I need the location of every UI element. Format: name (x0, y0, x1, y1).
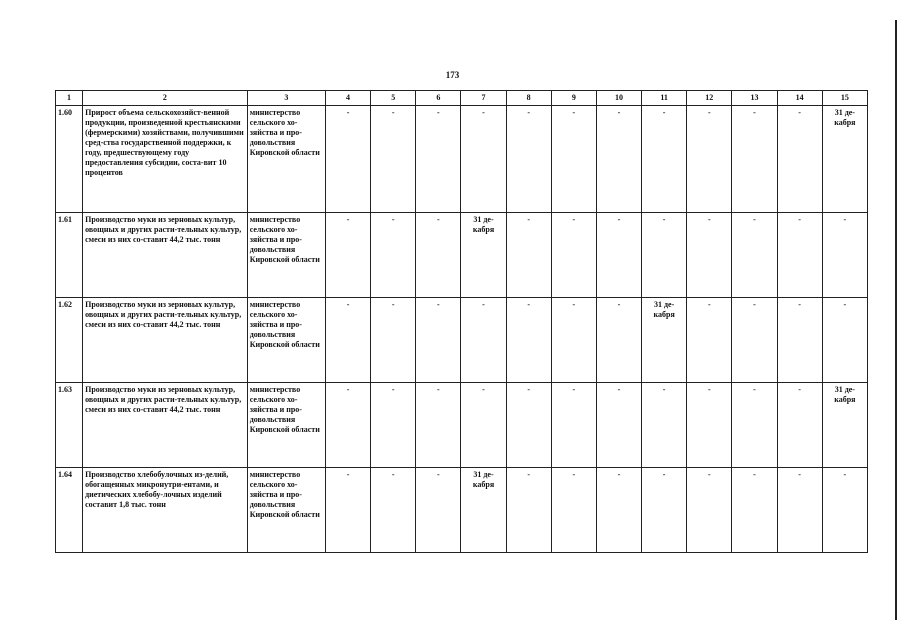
column-header: 9 (551, 91, 596, 106)
table-cell: - (506, 468, 551, 553)
table-cell: - (371, 213, 416, 298)
table-cell: - (822, 298, 867, 383)
table-cell: - (687, 298, 732, 383)
table-cell: - (687, 383, 732, 468)
table-cell: - (596, 298, 641, 383)
table-cell: - (416, 383, 461, 468)
table-cell: - (325, 298, 370, 383)
column-header: 7 (461, 91, 506, 106)
column-header: 1 (56, 91, 83, 106)
table-cell: - (325, 213, 370, 298)
table-cell: - (551, 213, 596, 298)
table-cell: - (371, 298, 416, 383)
table-cell: - (551, 298, 596, 383)
column-header: 10 (596, 91, 641, 106)
table-cell: - (732, 106, 777, 213)
table-cell: - (416, 106, 461, 213)
row-organization: министерство сельского хо-зяйства и про-довольствия Кировской области (247, 298, 325, 383)
table-row (56, 383, 868, 468)
column-header: 11 (642, 91, 687, 106)
table-cell: 31 де-кабря (461, 468, 506, 553)
row-number: 1.63 (56, 383, 83, 468)
table-cell: - (461, 298, 506, 383)
table-cell: 31 де-кабря (461, 213, 506, 298)
table-cell: - (461, 106, 506, 213)
table-cell: - (732, 383, 777, 468)
table-cell: - (325, 106, 370, 213)
table-cell: - (596, 213, 641, 298)
row-number: 1.64 (56, 468, 83, 553)
row-organization: министерство сельского хо-зяйства и про-довольствия Кировской области (247, 106, 325, 213)
table-cell: - (642, 383, 687, 468)
right-margin-rule (895, 20, 897, 620)
row-description: Производство хлебобулочных из-делий, обогащенных микронутри-ентами, и диетических хлебобу-лочных изделий составит 1,8 тыс. тонн (83, 468, 248, 553)
table-cell: - (551, 383, 596, 468)
row-organization: министерство сельского хо-зяйства и про-довольствия Кировской области (247, 383, 325, 468)
row-number: 1.61 (56, 213, 83, 298)
table-row (56, 213, 868, 298)
column-header: 13 (732, 91, 777, 106)
table-cell: - (416, 298, 461, 383)
table-cell: - (506, 213, 551, 298)
table-row (56, 468, 868, 553)
row-description: Производство муки из зерновых культур, овощных и других расти-тельных культур, смеси из них со-ставит 44,2 тыс. тонн (83, 298, 248, 383)
table-cell: - (642, 213, 687, 298)
page-number: 173 (445, 70, 460, 80)
table-cell: - (506, 298, 551, 383)
schedule-table (55, 90, 868, 553)
row-organization: министерство сельского хо-зяйства и про-довольствия Кировской области (247, 213, 325, 298)
table-cell: - (325, 468, 370, 553)
column-header: 15 (822, 91, 867, 106)
table-row (56, 106, 868, 213)
table-cell: - (732, 468, 777, 553)
table-cell: - (777, 213, 822, 298)
table-cell: - (777, 383, 822, 468)
table-cell: - (777, 468, 822, 553)
table-cell: 31 де-кабря (822, 106, 867, 213)
table-cell: - (325, 383, 370, 468)
row-organization: министерство сельского хо-зяйства и про-довольствия Кировской области (247, 468, 325, 553)
column-header: 4 (325, 91, 370, 106)
table-cell: 31 де-кабря (642, 298, 687, 383)
table-cell: - (732, 213, 777, 298)
table-cell: - (416, 468, 461, 553)
table-cell: 31 де-кабря (822, 383, 867, 468)
table-cell: - (642, 106, 687, 213)
column-header: 2 (83, 91, 248, 106)
column-header: 12 (687, 91, 732, 106)
table-cell: - (551, 468, 596, 553)
table-cell: - (687, 106, 732, 213)
row-description: Производство муки из зерновых культур, овощных и других расти-тельных культур, смеси из них со-ставит 44,2 тыс. тонн (83, 213, 248, 298)
row-number: 1.62 (56, 298, 83, 383)
column-header: 14 (777, 91, 822, 106)
table-cell: - (506, 106, 551, 213)
column-header: 6 (416, 91, 461, 106)
table-cell: - (596, 468, 641, 553)
table-cell: - (596, 383, 641, 468)
table-cell: - (551, 106, 596, 213)
table-cell: - (642, 468, 687, 553)
table-cell: - (822, 213, 867, 298)
table-cell: - (461, 383, 506, 468)
table-cell: - (371, 383, 416, 468)
table-cell: - (371, 106, 416, 213)
table-cell: - (822, 468, 867, 553)
table-row (56, 298, 868, 383)
table-cell: - (777, 106, 822, 213)
table-cell: - (596, 106, 641, 213)
header-row (56, 91, 868, 106)
table-cell: - (732, 298, 777, 383)
table-cell: - (371, 468, 416, 553)
table-cell: - (506, 383, 551, 468)
table-cell: - (416, 213, 461, 298)
table-cell: - (687, 468, 732, 553)
table-cell: - (777, 298, 822, 383)
column-header: 5 (371, 91, 416, 106)
row-description: Производство муки из зерновых культур, овощных и других расти-тельных культур, смеси из них со-ставит 44,2 тыс. тонн (83, 383, 248, 468)
table-cell: - (687, 213, 732, 298)
column-header: 3 (247, 91, 325, 106)
row-description: Прирост объема сельскохозяйст-венной продукции, произведенной крестьянскими (фермерскими) хозяйствами, получившими сред-ства государственной поддержки, к году, предшествующему году предоставления субсидии, соста-вит 10 процентов (83, 106, 248, 213)
row-number: 1.60 (56, 106, 83, 213)
column-header: 8 (506, 91, 551, 106)
